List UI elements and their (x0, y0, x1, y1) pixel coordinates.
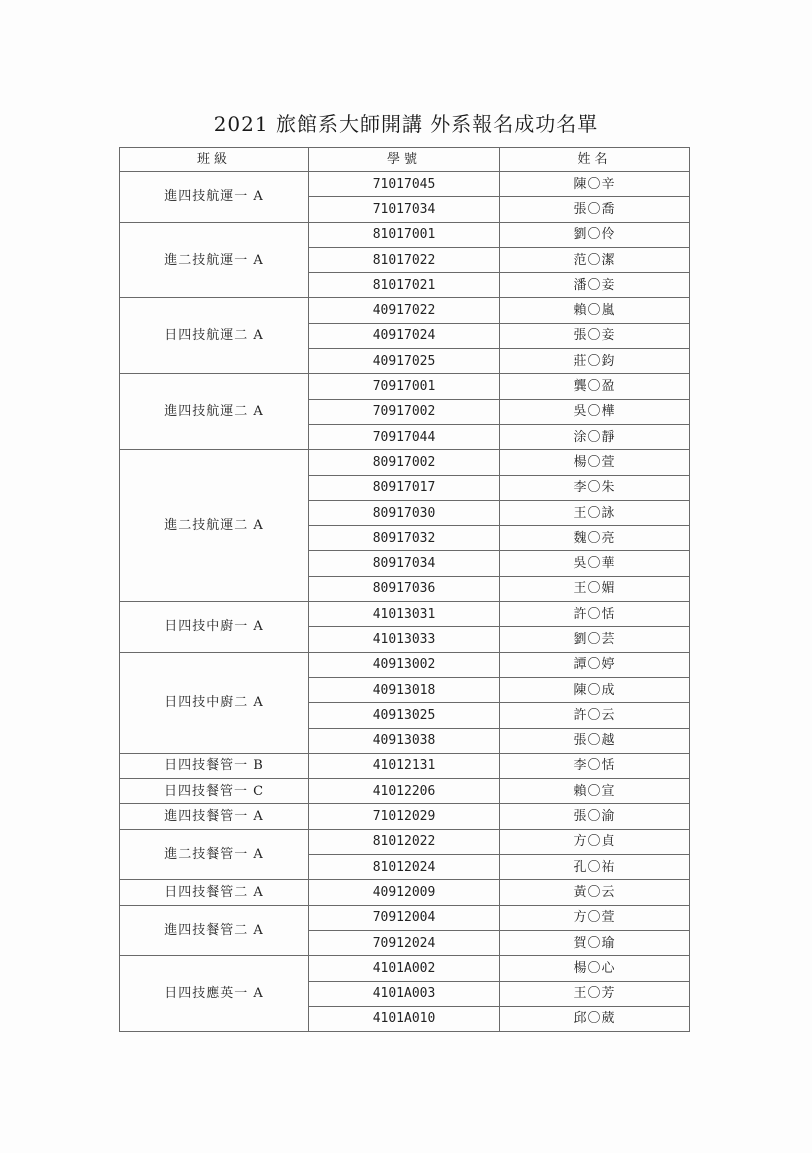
student-name-cell: 潘〇妾 (500, 273, 690, 298)
table-row (120, 905, 690, 930)
table-header-row (120, 148, 690, 172)
table-row (120, 753, 690, 778)
class-cell: 日四技餐管一 B (120, 753, 309, 778)
student-id-cell: 71017034 (309, 197, 500, 222)
student-name-cell: 李〇朱 (500, 475, 690, 500)
class-cell: 進四技餐管一 A (120, 804, 309, 829)
student-name-cell: 譚〇婷 (500, 652, 690, 677)
student-name-cell: 黃〇云 (500, 880, 690, 905)
table-row (120, 172, 690, 197)
student-id-cell: 40913018 (309, 677, 500, 702)
student-id-cell: 41013033 (309, 627, 500, 652)
class-cell: 進四技航運一 A (120, 172, 309, 223)
student-id-cell: 81017021 (309, 273, 500, 298)
student-id-cell: 4101A010 (309, 1006, 500, 1031)
class-cell: 日四技餐管一 C (120, 779, 309, 804)
table-row (120, 602, 690, 627)
class-cell: 日四技航運二 A (120, 298, 309, 374)
student-id-cell: 40912009 (309, 880, 500, 905)
student-name-cell: 張〇妾 (500, 323, 690, 348)
student-name-cell: 張〇喬 (500, 197, 690, 222)
table-row (120, 374, 690, 399)
table-row (120, 956, 690, 981)
student-name-cell: 王〇媚 (500, 576, 690, 601)
student-name-cell: 劉〇伶 (500, 222, 690, 247)
student-name-cell: 邱〇葳 (500, 1006, 690, 1031)
student-id-cell: 70917002 (309, 399, 500, 424)
table-row (120, 829, 690, 854)
student-name-cell: 魏〇亮 (500, 526, 690, 551)
class-cell: 進二技餐管一 A (120, 829, 309, 880)
student-name-cell: 龔〇盈 (500, 374, 690, 399)
student-name-cell: 范〇潔 (500, 247, 690, 272)
student-name-cell: 王〇芳 (500, 981, 690, 1006)
class-cell: 進四技航運二 A (120, 374, 309, 450)
student-name-cell: 張〇越 (500, 728, 690, 753)
student-name-cell: 楊〇萱 (500, 450, 690, 475)
student-name-cell: 陳〇成 (500, 677, 690, 702)
student-id-cell: 41012206 (309, 779, 500, 804)
student-id-cell: 40917022 (309, 298, 500, 323)
student-id-cell: 80917017 (309, 475, 500, 500)
student-id-cell: 40913002 (309, 652, 500, 677)
student-id-cell: 80917036 (309, 576, 500, 601)
class-cell: 進四技餐管二 A (120, 905, 309, 956)
class-cell: 進二技航運二 A (120, 450, 309, 602)
student-name-cell: 張〇渝 (500, 804, 690, 829)
class-cell: 日四技應英一 A (120, 956, 309, 1032)
student-name-cell: 李〇恬 (500, 753, 690, 778)
student-id-cell: 80917002 (309, 450, 500, 475)
student-id-cell: 40913025 (309, 703, 500, 728)
student-name-cell: 吳〇華 (500, 551, 690, 576)
class-cell: 進二技航運一 A (120, 222, 309, 298)
student-id-cell: 80917030 (309, 500, 500, 525)
student-name-cell: 許〇云 (500, 703, 690, 728)
student-id-cell: 71017045 (309, 172, 500, 197)
student-id-cell: 40917025 (309, 349, 500, 374)
table-row (120, 450, 690, 475)
student-id-cell: 41012131 (309, 753, 500, 778)
student-id-cell: 71012029 (309, 804, 500, 829)
student-name-cell: 許〇恬 (500, 602, 690, 627)
table-row (120, 652, 690, 677)
student-name-cell: 孔〇祐 (500, 855, 690, 880)
student-id-cell: 70917044 (309, 424, 500, 449)
table-row (120, 804, 690, 829)
student-name-cell: 吳〇樺 (500, 399, 690, 424)
student-id-cell: 4101A002 (309, 956, 500, 981)
student-id-cell: 41013031 (309, 602, 500, 627)
student-name-cell: 賴〇宣 (500, 779, 690, 804)
student-id-cell: 70917001 (309, 374, 500, 399)
page-title: 2021 旅館系大師開講 外系報名成功名單 (213, 112, 599, 136)
header-class: 班級 (120, 148, 309, 172)
class-cell: 日四技餐管二 A (120, 880, 309, 905)
student-name-cell: 陳〇辛 (500, 172, 690, 197)
student-name-cell: 劉〇芸 (500, 627, 690, 652)
student-id-cell: 80917034 (309, 551, 500, 576)
student-id-cell: 80917032 (309, 526, 500, 551)
registration-table (119, 147, 690, 1032)
student-name-cell: 楊〇心 (500, 956, 690, 981)
student-name-cell: 賀〇瑜 (500, 930, 690, 955)
student-id-cell: 70912004 (309, 905, 500, 930)
student-id-cell: 70912024 (309, 930, 500, 955)
student-name-cell: 王〇詠 (500, 500, 690, 525)
student-id-cell: 81017001 (309, 222, 500, 247)
class-cell: 日四技中廚一 A (120, 602, 309, 653)
table-row (120, 779, 690, 804)
header-name: 姓名 (500, 148, 690, 172)
student-name-cell: 莊〇鈞 (500, 349, 690, 374)
student-name-cell: 方〇萱 (500, 905, 690, 930)
table-row (120, 298, 690, 323)
student-id-cell: 40917024 (309, 323, 500, 348)
table-body (120, 172, 690, 1032)
class-cell: 日四技中廚二 A (120, 652, 309, 753)
student-id-cell: 81017022 (309, 247, 500, 272)
student-id-cell: 40913038 (309, 728, 500, 753)
student-id-cell: 81012024 (309, 855, 500, 880)
student-id-cell: 81012022 (309, 829, 500, 854)
table-row (120, 222, 690, 247)
student-id-cell: 4101A003 (309, 981, 500, 1006)
student-name-cell: 方〇貞 (500, 829, 690, 854)
table-row (120, 880, 690, 905)
student-name-cell: 賴〇嵐 (500, 298, 690, 323)
student-name-cell: 涂〇靜 (500, 424, 690, 449)
header-student-id: 學號 (309, 148, 500, 172)
